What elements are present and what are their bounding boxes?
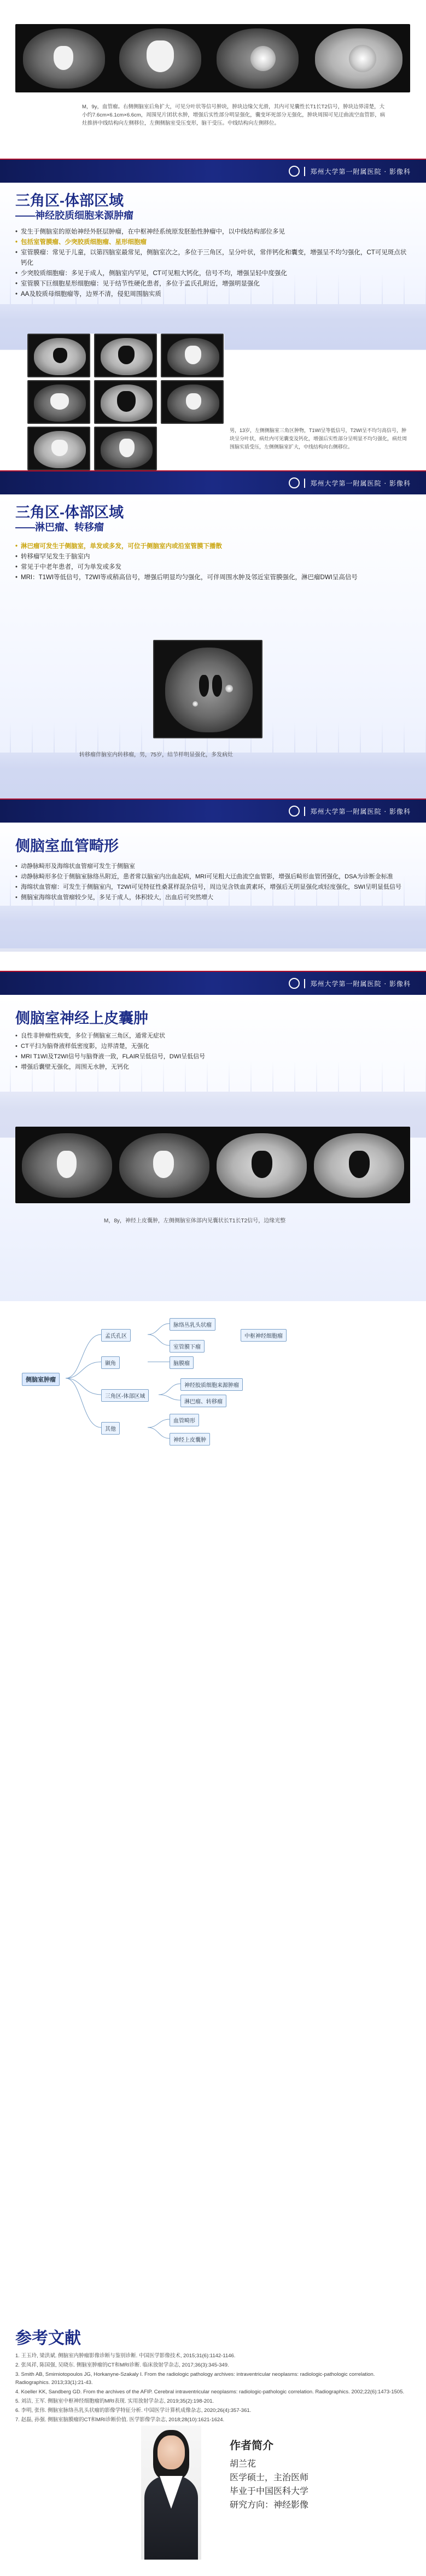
section4-bullet: • 良性非肿瘤性病变，多位于侧脑室三角区，通常无症状 (15, 1031, 409, 1041)
mindmap-leaf: 脉络丛乳头状瘤 (170, 1318, 215, 1331)
section1-subtitle: ——神经胶质细胞来源肿瘤 (15, 210, 133, 221)
section1-title: 三角区-体部区域 (15, 193, 124, 209)
section2-bullets (15, 541, 409, 583)
reference-item: 4. Koeller KK, Sandberg GD. From the archives of the AFIP. Cerebral intraventricular neoplasms: radiologic-pathologic correlation. Radiographics. 2002;22(6):1473-1505. (15, 2389, 405, 2395)
section1-bullet: • 发生于侧脑室的原始神经外胚层肿瘤，在中枢神经系统原发胚胎性肿瘤中，以中线结构部位多见 (15, 227, 409, 237)
author-photo (141, 2426, 201, 2560)
section4-bullet: • 增强后囊壁无强化，周围无水肿，无钙化 (15, 1062, 409, 1073)
hospital-crest-icon (289, 477, 300, 488)
section4-bullet: • MRI T1WI及T2WI信号与脑脊液一致，FLAIR呈低信号，DWI呈低信号 (15, 1052, 409, 1062)
banner-logo: 郑州大学第一附属医院 · 影像科 (304, 807, 411, 816)
section2-bullet: • 常见于中老年患者，可为单发或多发 (15, 562, 409, 573)
mindmap-leaf: 脑膜瘤 (170, 1356, 194, 1369)
author-info (230, 2439, 308, 2512)
section4-mri-strip (15, 1127, 410, 1203)
section2-bullet-highlight: • 淋巴瘤可发生于侧脑室，单发或多发，可位于侧脑室内或沿室管膜下播散 (15, 541, 409, 552)
section3-bullet: • 海绵状血管瘤：可发生于侧脑室内，T2WI可见特征性桑葚样混杂信号，周边见含铁血黄素环，增强后无明显强化或轻度强化，SWI呈明显低信号 (15, 882, 409, 893)
mindmap-branch: 孟氏孔区 (101, 1329, 131, 1342)
mindmap-leaf: 室管膜下瘤 (170, 1340, 205, 1353)
banner-logo: 郑州大学第一附属医院 · 影像科 (304, 479, 411, 488)
section2-bullet: • 转移瘤罕见发生于脑室内 (15, 552, 409, 562)
hospital-crest-icon (289, 166, 300, 177)
section4-bullet: • CT平扫为脑脊液样低密度影，边界清楚，无强化 (15, 1041, 409, 1052)
reference-item: 6. 李明, 张伟. 侧脑室脉络丛乳头状瘤的影像学特征分析. 中国医学计算机成像杂志, 2020;26(4):357-361. (15, 2408, 252, 2414)
intro-mri-strip (15, 24, 410, 92)
reference-item: 5. 刘洁, 王军. 侧脑室中枢神经细胞瘤的MRI表现. 实用放射学杂志, 2019;35(2):198-201. (15, 2398, 214, 2404)
mindmap-leaf: 神经胶质细胞来源肿瘤 (180, 1378, 243, 1391)
section4-figure-caption: M，8y，神经上皮囊肿，左侧侧脑室体部内见囊状长T1长T2信号，边缘光整 (104, 1218, 286, 1224)
banner-4 (0, 971, 426, 995)
intro-caption: M，9y，血管瘤。右侧侧脑室后角扩大，可见分叶状等信号肿块，肿块边缘欠光滑，其内可见囊性长T1长T2信号，肿块边界清楚，大小约7.6cm×6.1cm×6.6cm，周围见片团状水肿，增强后实性部分明显强化，囊变坏死部分无强化，肿块周围可见迂曲流空血管影，病灶推挤中线结构向左侧移位，左侧侧脑室受压变形，脑干受压。中线结构向左侧移位。 (82, 104, 386, 126)
section4-bullets (15, 1031, 409, 1073)
author-degree: 医学硕士，主治医师 (230, 2473, 309, 2482)
mindmap-leaf: 血管畸形 (170, 1414, 199, 1426)
section2-title: 三角区-体部区域 (15, 504, 124, 521)
section2-figure-caption: 转移瘤伴脑室内转移瘤，男，75岁，结节样明显强化，多发病灶 (79, 752, 234, 758)
reference-item: 7. 赵磊, 孙强. 侧脑室脑膜瘤的CT和MRI诊断价值. 医学影像学杂志, 2018;28(10):1621-1624. (15, 2417, 225, 2423)
author-name: 胡兰花 (230, 2460, 256, 2469)
section1-bullet: • 室管膜下巨细胞星形细胞瘤：见于结节性硬化患者，多位于孟氏孔附近，增强明显强化 (15, 279, 409, 289)
section1-mri-grid (27, 334, 224, 470)
banner-logo: 郑州大学第一附属医院 · 影像科 (304, 979, 411, 988)
section4-skyline (0, 1061, 426, 1138)
section3-bullet: • 动静脉畸形多位于侧脑室脉络丛附近，患者常以脑室内出血起病，MRI可见粗大迂曲流空血管影，增强后畸形血管团强化，DSA为诊断金标准 (15, 872, 409, 882)
author-title: 作者简介 (230, 2440, 273, 2452)
mindmap-branch: 三角区-体部区域 (101, 1389, 149, 1402)
section1-bullet: • 少突胶质细胞瘤：多见于成人，侧脑室内罕见，CT可见粗大钙化，信号不均，增强呈轻中度强化 (15, 269, 409, 279)
section3-bullet: • 动静脉畸形及海绵状血管瘤可发生于侧脑室 (15, 861, 409, 872)
mindmap-leaf: 神经上皮囊肿 (170, 1433, 210, 1446)
section1-figure-caption: 男，13岁，左侧侧脑室三角区肿物，T1WI呈等低信号，T2WI呈不均匀高信号，肿块呈分叶状，病灶内可见囊变及钙化，增强后实性部分呈明显不均匀强化，病灶周围脑实质受压，左侧侧脑室扩大，中线结构向右侧移位。 (230, 428, 407, 450)
section1-bullet: • AA及胶质母细胞瘤等，边界不清，侵犯周围脑实质 (15, 289, 409, 300)
section1-bullet-highlight: • 包括室管膜瘤、少突胶质细胞瘤、星形细胞瘤 (15, 237, 409, 248)
mindmap-root: 侧脑室肿瘤 (22, 1373, 60, 1386)
section3-bullet: • 侧脑室海绵状血管瘤较少见，多见于成人，体积较大，出血后可突然增大 (15, 893, 409, 903)
reference-item: 1. 王玉玲, 梁洪斌. 侧脑室内肿瘤影像诊断与鉴别诊断. 中国医学影像技术, 2015;31(6):1142-1146. (15, 2353, 236, 2359)
references-title: 参考文献 (15, 2329, 81, 2347)
references-list (15, 2352, 409, 2425)
reference-item: 2. 张凤祥, 陈国强, 吴晓东. 侧脑室肿瘤的CT和MRI诊断. 临床放射学杂志, 2017;36(3):345-349. (15, 2362, 229, 2368)
section2-subtitle: ——淋巴瘤、转移瘤 (15, 522, 104, 533)
section4-title: 侧脑室神经上皮囊肿 (15, 1010, 148, 1027)
banner-3 (0, 799, 426, 823)
section2-bullet: • MRI：T1WI等低信号，T2WI等或稍高信号，增强后明显均匀强化，可伴周围水肿及邻近室管膜强化，淋巴瘤DWI呈高信号 (15, 573, 409, 583)
banner-2 (0, 470, 426, 494)
hospital-crest-icon (289, 806, 300, 817)
banner-logo: 郑州大学第一附属医院 · 影像科 (304, 167, 411, 176)
banner-1 (0, 159, 426, 183)
mindmap-branch: 颞角 (101, 1356, 120, 1369)
author-school: 毕业于中国医科大学 (230, 2487, 309, 2496)
section1-bullet: • 室管膜瘤：常见于儿童，以第四脑室最常见，侧脑室次之，多位于三角区，呈分叶状，常伴钙化和囊变，增强呈不均匀强化，CT可见斑点状钙化 (15, 248, 409, 269)
hospital-crest-icon (289, 978, 300, 989)
section1-bullets (15, 227, 409, 300)
section3-bullets (15, 861, 409, 903)
mindmap-branch: 其他 (101, 1422, 120, 1435)
mindmap-leaf: 淋巴瘤、转移瘤 (180, 1395, 226, 1407)
mindmap-leaf: 中枢神经细胞瘤 (241, 1329, 287, 1342)
author-field: 研究方向：神经影像 (230, 2501, 309, 2510)
reference-item: 3. Smith AB, Smirniotopoulos JG, Horkanyne-Szakaly I. From the radiologic pathology archives: intraventricular neoplasms: radiologic-pathologic correlation. Radiographics. 2013;33(1):21-43. (15, 2371, 375, 2386)
section3-title: 侧脑室血管畸形 (15, 838, 119, 854)
section2-mri (153, 640, 262, 738)
